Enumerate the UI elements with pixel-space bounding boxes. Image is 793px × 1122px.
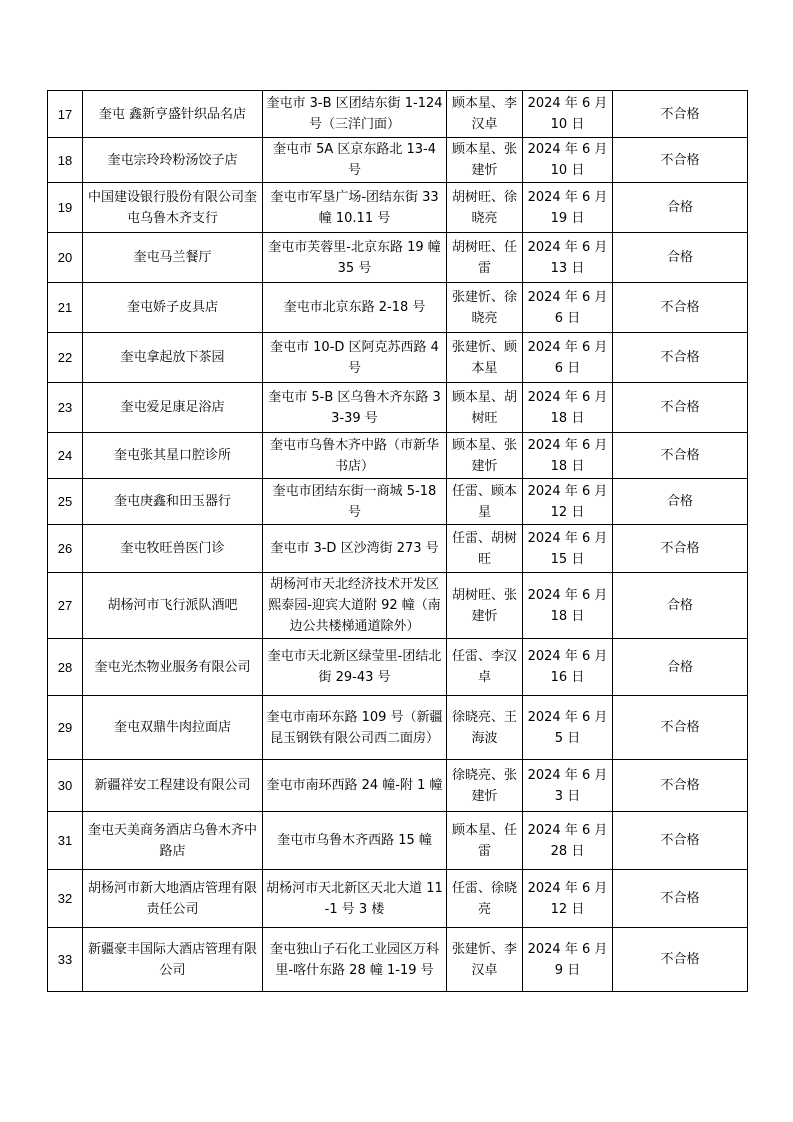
table-row: [48, 870, 748, 928]
table-row: [48, 812, 748, 870]
business-address-cell: 奎屯市北京东路 2-18 号: [263, 283, 447, 333]
inspectors-cell: 徐晓亮、王海波: [447, 696, 523, 760]
inspection-result-cell: 不合格: [613, 812, 748, 870]
table-row: [48, 233, 748, 283]
inspection-result-cell: 合格: [613, 573, 748, 639]
inspection-result-cell: 不合格: [613, 760, 748, 812]
inspection-result-cell: 合格: [613, 479, 748, 525]
business-name-cell: 奎屯光杰物业服务有限公司: [83, 639, 263, 696]
business-address-cell: 胡杨河市天北经济技术开发区熙泰园-迎宾大道附 92 幢（南边公共楼梯通道除外）: [263, 573, 447, 639]
row-number-cell: 28: [48, 639, 83, 696]
inspection-date-cell: 2024 年 6 月 13 日: [523, 233, 613, 283]
table-row: [48, 283, 748, 333]
inspectors-cell: 顾本星、李汉卓: [447, 91, 523, 138]
inspection-result-cell: 不合格: [613, 870, 748, 928]
inspection-date-cell: 2024 年 6 月 10 日: [523, 138, 613, 183]
business-address-cell: 奎屯独山子石化工业园区万科里-喀什东路 28 幢 1-19 号: [263, 928, 447, 992]
business-name-cell: 奎屯 鑫新亨盛针织品名店: [83, 91, 263, 138]
business-name-cell: 胡杨河市飞行派队酒吧: [83, 573, 263, 639]
inspectors-cell: 徐晓亮、张建忻: [447, 760, 523, 812]
inspection-date-cell: 2024 年 6 月 16 日: [523, 639, 613, 696]
inspection-result-cell: 不合格: [613, 283, 748, 333]
business-address-cell: 奎屯市南环东路 109 号（新疆昆玉钢铁有限公司西二面房）: [263, 696, 447, 760]
inspection-result-cell: 不合格: [613, 383, 748, 433]
inspectors-cell: 任雷、顾本星: [447, 479, 523, 525]
row-number-cell: 23: [48, 383, 83, 433]
inspectors-cell: 胡树旺、张建忻: [447, 573, 523, 639]
inspection-date-cell: 2024 年 6 月 18 日: [523, 383, 613, 433]
inspection-date-cell: 2024 年 6 月 5 日: [523, 696, 613, 760]
row-number-cell: 30: [48, 760, 83, 812]
business-address-cell: 奎屯市天北新区绿莹里-团结北街 29-43 号: [263, 639, 447, 696]
inspection-result-cell: 不合格: [613, 696, 748, 760]
row-number-cell: 21: [48, 283, 83, 333]
table-row: [48, 183, 748, 233]
row-number-cell: 19: [48, 183, 83, 233]
table-row: [48, 91, 748, 138]
inspection-date-cell: 2024 年 6 月 10 日: [523, 91, 613, 138]
business-address-cell: 胡杨河市天北新区天北大道 11-1 号 3 楼: [263, 870, 447, 928]
inspectors-cell: 顾本星、张建忻: [447, 138, 523, 183]
inspection-result-cell: 合格: [613, 233, 748, 283]
inspection-date-cell: 2024 年 6 月 18 日: [523, 573, 613, 639]
business-name-cell: 新疆祥安工程建设有限公司: [83, 760, 263, 812]
business-address-cell: 奎屯市 5-B 区乌鲁木齐东路 33-39 号: [263, 383, 447, 433]
row-number-cell: 24: [48, 433, 83, 479]
inspection-result-cell: 不合格: [613, 138, 748, 183]
inspection-date-cell: 2024 年 6 月 3 日: [523, 760, 613, 812]
table-row: [48, 525, 748, 573]
row-number-cell: 20: [48, 233, 83, 283]
inspectors-cell: 张建忻、李汉卓: [447, 928, 523, 992]
inspectors-cell: 顾本星、张建忻: [447, 433, 523, 479]
business-address-cell: 奎屯市 3-B 区团结东街 1-124 号（三洋门面）: [263, 91, 447, 138]
table-body: [48, 91, 748, 992]
inspection-date-cell: 2024 年 6 月 12 日: [523, 479, 613, 525]
business-address-cell: 奎屯市 10-D 区阿克苏西路 4 号: [263, 333, 447, 383]
inspection-date-cell: 2024 年 6 月 15 日: [523, 525, 613, 573]
table-row: [48, 928, 748, 992]
inspection-result-cell: 合格: [613, 183, 748, 233]
table-row: [48, 696, 748, 760]
inspection-date-cell: 2024 年 6 月 6 日: [523, 283, 613, 333]
business-address-cell: 奎屯市乌鲁木齐西路 15 幢: [263, 812, 447, 870]
row-number-cell: 26: [48, 525, 83, 573]
business-address-cell: 奎屯市南环西路 24 幢-附 1 幢: [263, 760, 447, 812]
row-number-cell: 29: [48, 696, 83, 760]
business-address-cell: 奎屯市芙蓉里-北京东路 19 幢 35 号: [263, 233, 447, 283]
inspection-result-cell: 不合格: [613, 525, 748, 573]
row-number-cell: 33: [48, 928, 83, 992]
table-row: [48, 433, 748, 479]
inspection-result-cell: 合格: [613, 639, 748, 696]
business-name-cell: 中国建设银行股份有限公司奎屯乌鲁木齐支行: [83, 183, 263, 233]
table-row: [48, 333, 748, 383]
business-name-cell: 奎屯爱足康足浴店: [83, 383, 263, 433]
inspectors-cell: 顾本星、胡树旺: [447, 383, 523, 433]
business-name-cell: 奎屯庚鑫和田玉器行: [83, 479, 263, 525]
inspection-result-cell: 不合格: [613, 928, 748, 992]
business-name-cell: 奎屯牧旺兽医门诊: [83, 525, 263, 573]
business-name-cell: 胡杨河市新大地酒店管理有限责任公司: [83, 870, 263, 928]
business-address-cell: 奎屯市乌鲁木齐中路（市新华书店）: [263, 433, 447, 479]
inspectors-cell: 任雷、胡树旺: [447, 525, 523, 573]
business-name-cell: 奎屯马兰餐厅: [83, 233, 263, 283]
table-row: [48, 383, 748, 433]
business-name-cell: 奎屯拿起放下茶园: [83, 333, 263, 383]
business-name-cell: 奎屯宗玲玲粉汤饺子店: [83, 138, 263, 183]
business-address-cell: 奎屯市团结东街一商城 5-18 号: [263, 479, 447, 525]
business-address-cell: 奎屯市 3-D 区沙湾街 273 号: [263, 525, 447, 573]
table-row: [48, 573, 748, 639]
table-row: [48, 760, 748, 812]
row-number-cell: 18: [48, 138, 83, 183]
inspectors-cell: 任雷、徐晓亮: [447, 870, 523, 928]
row-number-cell: 32: [48, 870, 83, 928]
inspection-date-cell: 2024 年 6 月 6 日: [523, 333, 613, 383]
row-number-cell: 22: [48, 333, 83, 383]
inspectors-cell: 张建忻、顾本星: [447, 333, 523, 383]
inspectors-cell: 顾本星、任雷: [447, 812, 523, 870]
inspectors-cell: 胡树旺、任雷: [447, 233, 523, 283]
inspectors-cell: 张建忻、徐晓亮: [447, 283, 523, 333]
business-name-cell: 奎屯张其星口腔诊所: [83, 433, 263, 479]
business-address-cell: 奎屯市 5A 区京东路北 13-4 号: [263, 138, 447, 183]
business-address-cell: 奎屯市军垦广场-团结东街 33 幢 10.11 号: [263, 183, 447, 233]
inspection-date-cell: 2024 年 6 月 19 日: [523, 183, 613, 233]
inspection-result-cell: 不合格: [613, 91, 748, 138]
inspection-results-table: [47, 90, 748, 992]
row-number-cell: 17: [48, 91, 83, 138]
inspection-date-cell: 2024 年 6 月 18 日: [523, 433, 613, 479]
inspection-date-cell: 2024 年 6 月 12 日: [523, 870, 613, 928]
inspection-result-cell: 不合格: [613, 433, 748, 479]
inspection-date-cell: 2024 年 6 月 9 日: [523, 928, 613, 992]
inspectors-cell: 胡树旺、徐晓亮: [447, 183, 523, 233]
row-number-cell: 31: [48, 812, 83, 870]
table-row: [48, 138, 748, 183]
inspectors-cell: 任雷、李汉卓: [447, 639, 523, 696]
row-number-cell: 25: [48, 479, 83, 525]
table-row: [48, 639, 748, 696]
table-row: [48, 479, 748, 525]
row-number-cell: 27: [48, 573, 83, 639]
business-name-cell: 新疆豪丰国际大酒店管理有限公司: [83, 928, 263, 992]
inspection-result-cell: 不合格: [613, 333, 748, 383]
business-name-cell: 奎屯双鼎牛肉拉面店: [83, 696, 263, 760]
business-name-cell: 奎屯娇子皮具店: [83, 283, 263, 333]
inspection-date-cell: 2024 年 6 月 28 日: [523, 812, 613, 870]
business-name-cell: 奎屯天美商务酒店乌鲁木齐中路店: [83, 812, 263, 870]
